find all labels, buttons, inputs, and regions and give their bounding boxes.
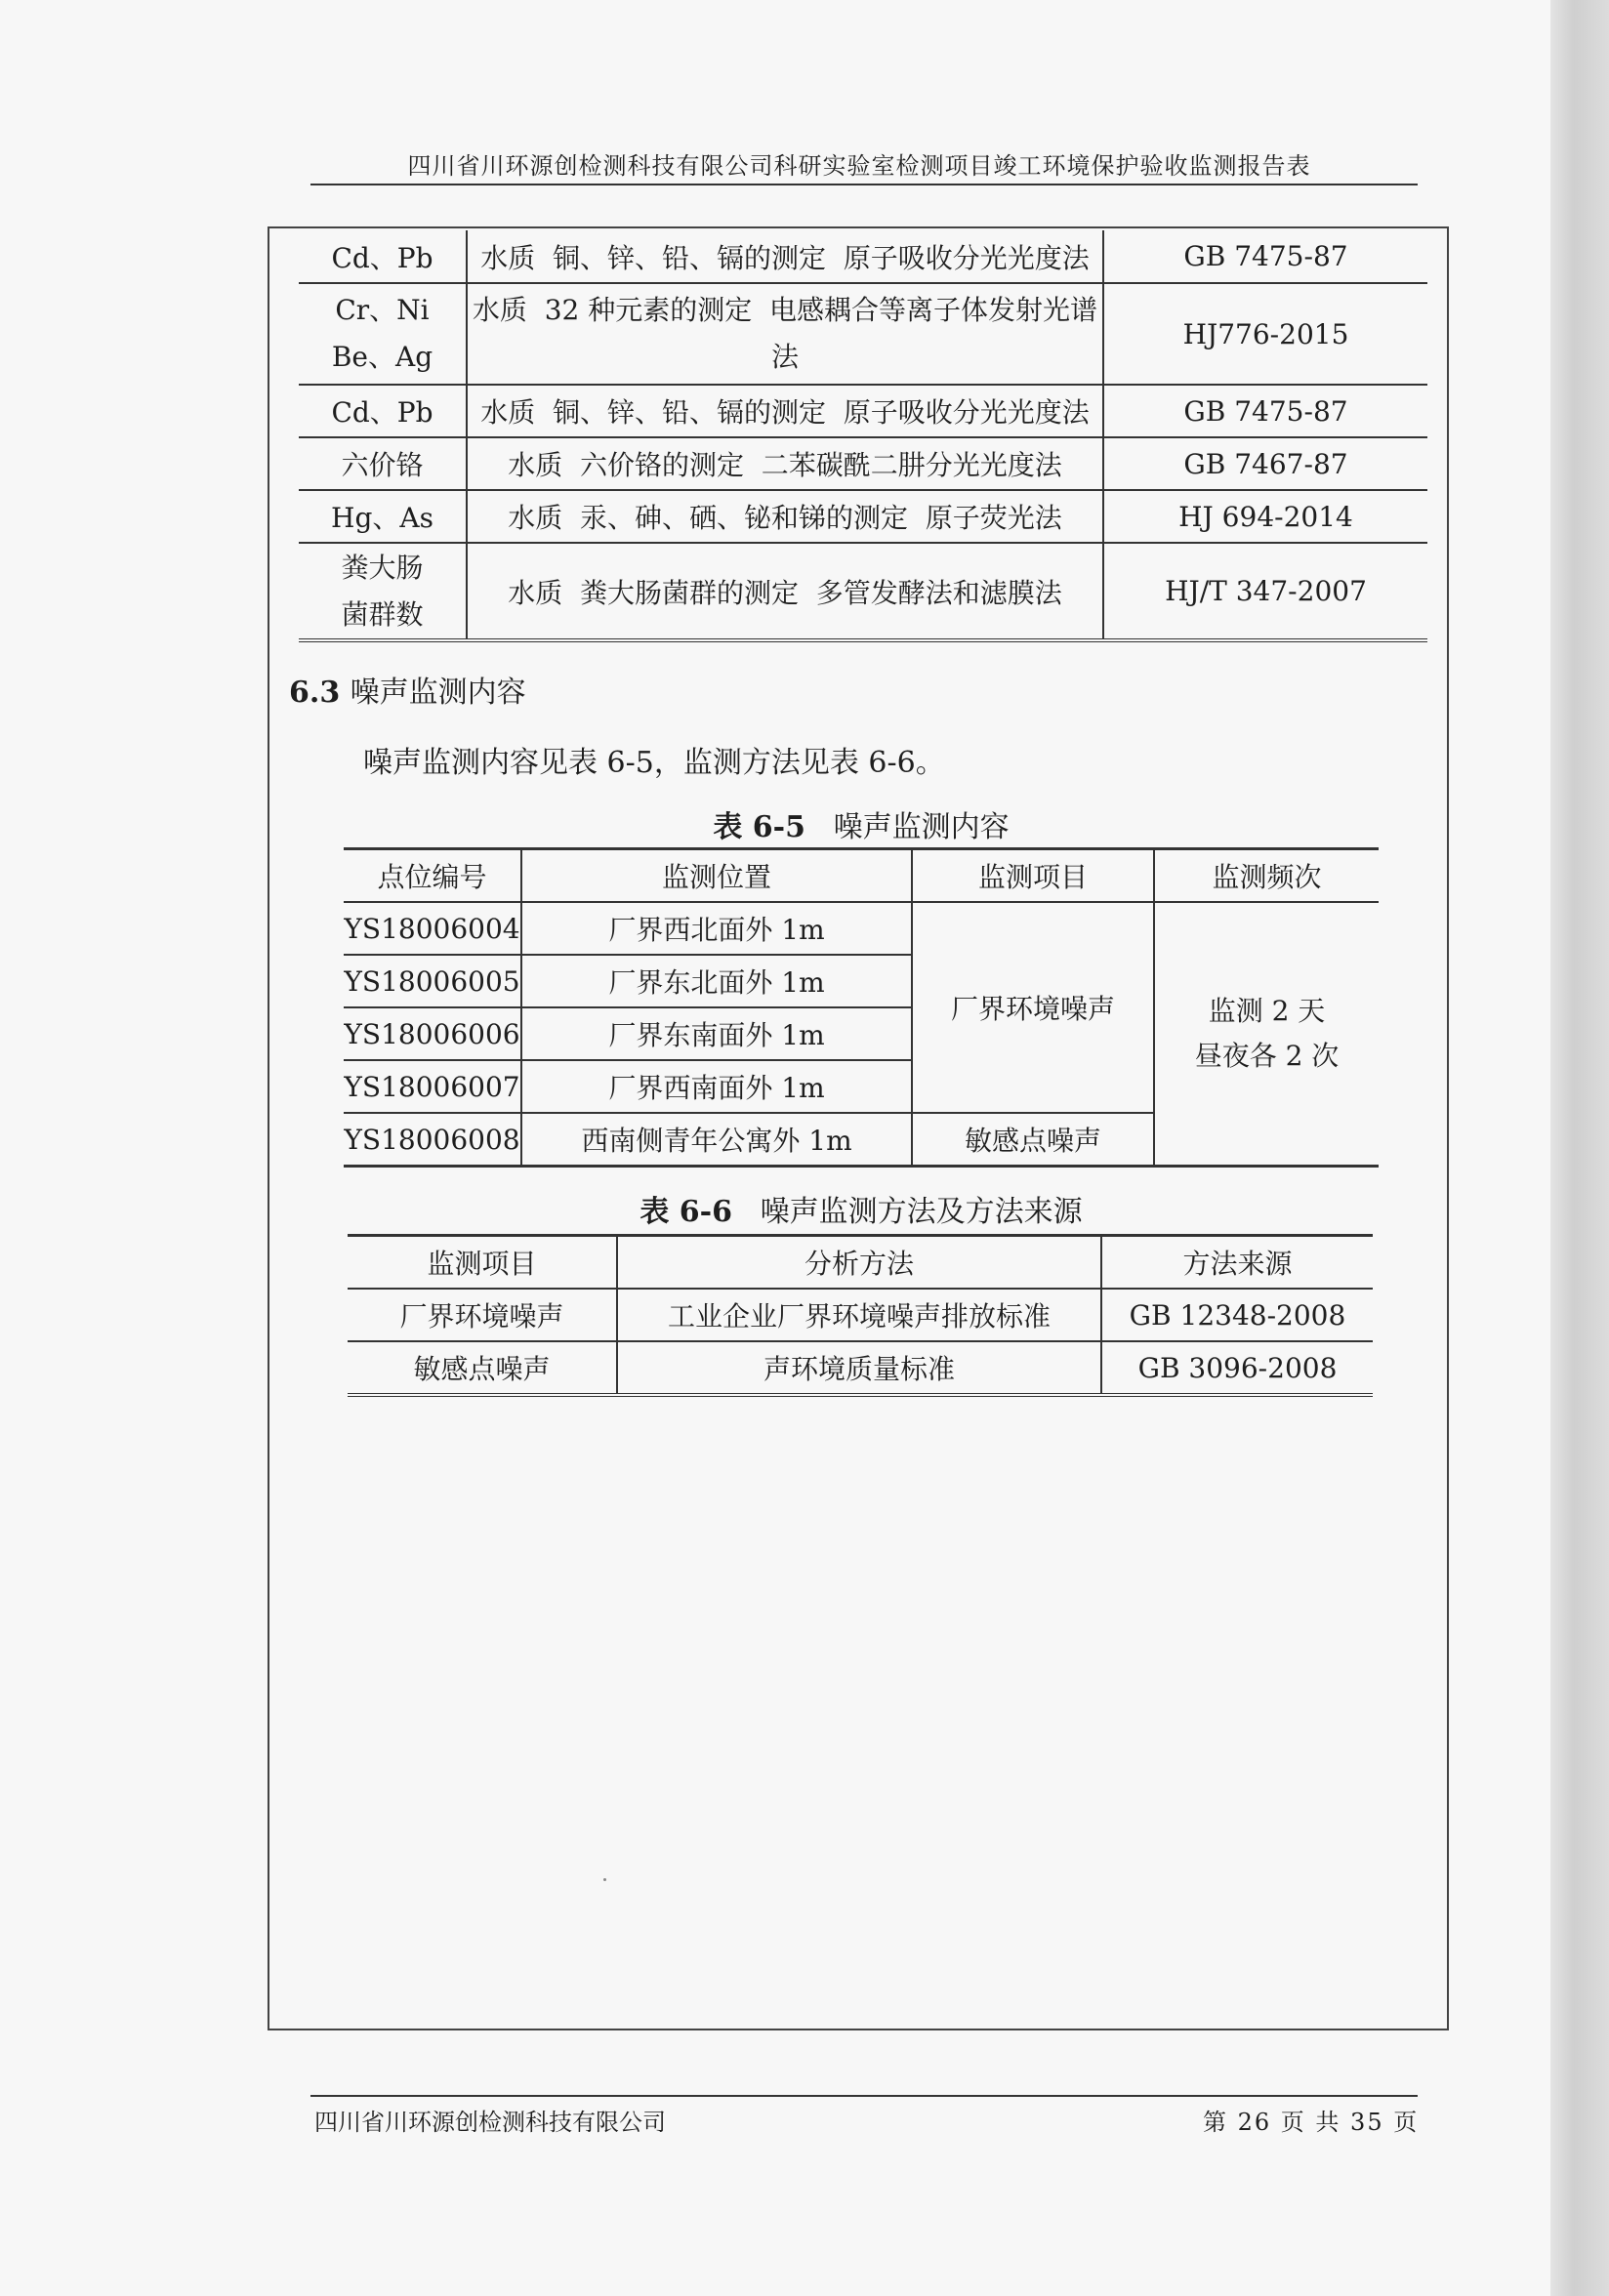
method-cell — [467, 283, 1103, 385]
caption-number: 表 6-6 — [639, 1195, 733, 1229]
standard-cell: HJ/T 347-2007 — [1103, 543, 1427, 640]
item-line: 粪大肠 — [341, 551, 424, 584]
table-row — [299, 283, 1427, 385]
noise-monitoring-table — [344, 847, 1379, 1168]
standard-cell: HJ776-2015 — [1103, 283, 1427, 385]
section-number: 6.3 — [289, 676, 341, 710]
standard-cell: HJ 694-2014 — [1103, 490, 1427, 543]
method-cell: 工业企业厂界环境噪声排放标准 — [617, 1289, 1101, 1341]
header-cell: 点位编号 — [344, 849, 521, 903]
standard-cell: GB 7475-87 — [1103, 230, 1427, 283]
caption-number: 表 6-5 — [713, 810, 806, 844]
header-cell: 监测频次 — [1154, 849, 1379, 903]
method-cell: 水质 汞、砷、硒、铋和锑的测定 原子荧光法 — [467, 490, 1103, 543]
table-row — [299, 490, 1427, 543]
item-cell: 厂界环境噪声 — [348, 1289, 617, 1341]
header-cell: 分析方法 — [617, 1236, 1101, 1290]
section-paragraph: 噪声监测内容见表 6-5，监测方法见表 6-6。 — [363, 746, 945, 780]
footer-company: 四川省川环源创检测科技有限公司 — [314, 2109, 666, 2136]
item-line: 菌群数 — [341, 597, 424, 631]
table-6-5-caption — [344, 802, 1379, 845]
table-row — [344, 902, 1379, 955]
method-cell: 水质 六价铬的测定 二苯碳酰二肼分光光度法 — [467, 437, 1103, 490]
point-id-cell: YS18006007 — [344, 1060, 521, 1113]
item-line: Be、Ag — [331, 341, 433, 373]
method-cell: 声环境质量标准 — [617, 1341, 1101, 1395]
header-rule — [310, 184, 1418, 185]
header-cell: 监测项目 — [912, 849, 1154, 903]
frequency-cell — [1154, 902, 1379, 1167]
footer-page-number: 第 26 页 共 35 页 — [1203, 2109, 1420, 2136]
caption-title: 噪声监测内容 — [833, 810, 1010, 844]
source-cell: GB 12348-2008 — [1101, 1289, 1373, 1341]
section-title: 噪声监测内容 — [350, 676, 526, 710]
footer-rule — [310, 2095, 1418, 2097]
item-cell: 六价铬 — [299, 437, 467, 490]
location-cell: 厂界西北面外 1m — [521, 902, 912, 955]
table-row — [299, 543, 1427, 640]
standards-table — [299, 230, 1427, 642]
method-cell: 水质 铜、锌、铅、镉的测定 原子吸收分光光度法 — [467, 230, 1103, 283]
item-cell — [299, 283, 467, 385]
page-edge-shadow — [1550, 0, 1609, 2296]
report-header-title: 四川省川环源创检测科技有限公司科研实验室检测项目竣工环境保护验收监测报告表 — [407, 152, 1311, 180]
table-6-6-caption — [344, 1187, 1379, 1230]
standard-cell: GB 7475-87 — [1103, 385, 1427, 437]
method-line: 水质 32 种元素的测定 电感耦合等离子体发射光谱 — [472, 294, 1098, 326]
table-header-row — [348, 1236, 1373, 1290]
method-cell: 水质 粪大肠菌群的测定 多管发酵法和滤膜法 — [467, 543, 1103, 640]
source-cell: GB 3096-2008 — [1101, 1341, 1373, 1395]
item-line: Cr、Ni — [335, 294, 430, 326]
table-row — [299, 230, 1427, 283]
table-row — [348, 1341, 1373, 1395]
point-id-cell: YS18006005 — [344, 955, 521, 1007]
caption-title: 噪声监测方法及方法来源 — [760, 1195, 1083, 1229]
item-cell: Cd、Pb — [299, 385, 467, 437]
location-cell: 厂界东南面外 1m — [521, 1007, 912, 1060]
method-cell: 水质 铜、锌、铅、镉的测定 原子吸收分光光度法 — [467, 385, 1103, 437]
frequency-line: 监测 2 天 — [1208, 995, 1326, 1027]
item-cell: 敏感点噪声 — [348, 1341, 617, 1395]
point-id-cell: YS18006008 — [344, 1113, 521, 1167]
header-cell: 监测项目 — [348, 1236, 617, 1290]
header-cell: 监测位置 — [521, 849, 912, 903]
item-cell: Cd、Pb — [299, 230, 467, 283]
method-line: 法 — [770, 341, 799, 373]
item-cell: Hg、As — [299, 490, 467, 543]
table-header-row — [344, 849, 1379, 903]
monitoring-item-cell: 厂界环境噪声 — [912, 902, 1154, 1113]
frequency-line: 昼夜各 2 次 — [1194, 1040, 1340, 1072]
item-cell — [299, 543, 467, 640]
noise-method-table — [348, 1234, 1373, 1397]
standard-cell: GB 7467-87 — [1103, 437, 1427, 490]
header-cell: 方法来源 — [1101, 1236, 1373, 1290]
section-heading — [289, 668, 526, 711]
location-cell: 厂界东北面外 1m — [521, 955, 912, 1007]
monitoring-item-cell: 敏感点噪声 — [912, 1113, 1154, 1167]
table-row — [299, 385, 1427, 437]
table-row — [348, 1289, 1373, 1341]
point-id-cell: YS18006004 — [344, 902, 521, 955]
point-id-cell: YS18006006 — [344, 1007, 521, 1060]
location-cell: 西南侧青年公寓外 1m — [521, 1113, 912, 1167]
scan-speck — [603, 1878, 606, 1881]
location-cell: 厂界西南面外 1m — [521, 1060, 912, 1113]
table-row — [299, 437, 1427, 490]
